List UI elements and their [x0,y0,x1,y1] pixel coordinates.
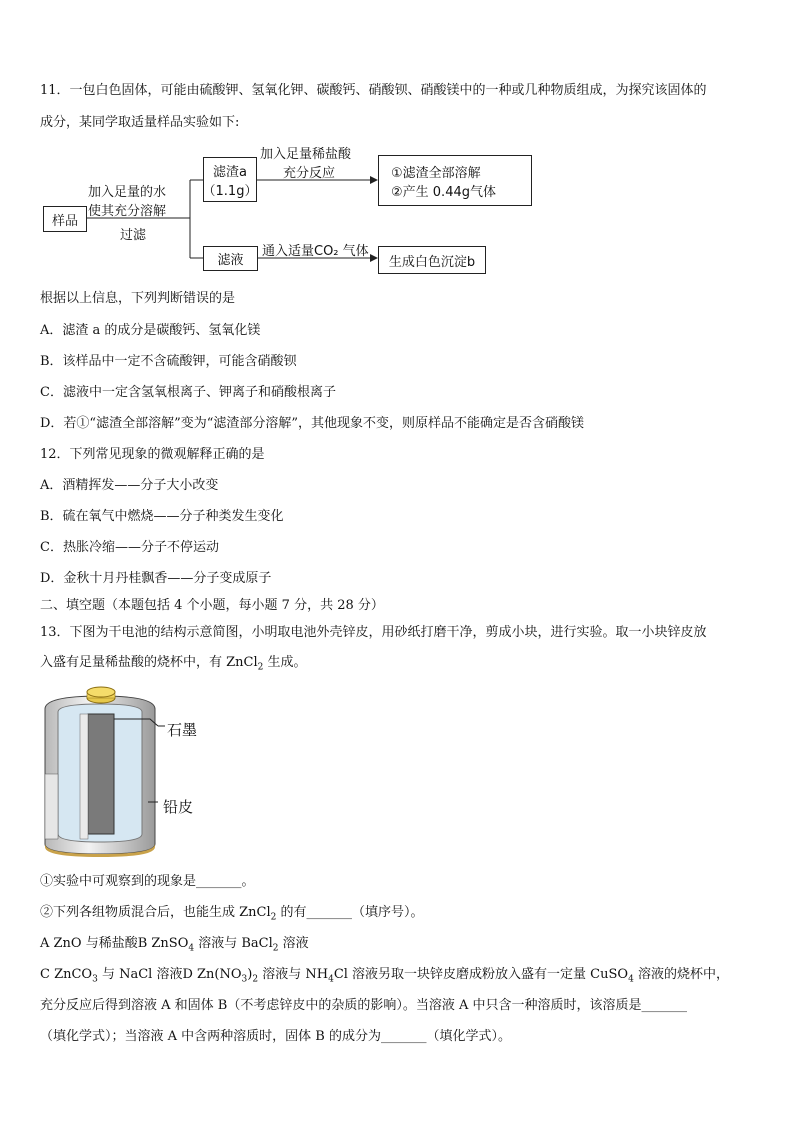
q13-sub1: ①实验中可观察到的现象是_______。 [40,874,255,889]
q12-option-b: B．硫在氧气中燃烧——分子种类发生变化 [40,509,284,524]
q13-opt-d-post: Cl 溶液另取一块锌皮磨成粉放入盛有一定量 CuSO [333,967,629,982]
q13-line1: 13．下图为干电池的结构示意简图，小明取电池外壳锌皮，用砂纸打磨干净，剪成小块，进行实验。取一小块锌皮放 [40,625,707,640]
residue-mass: （1.1g） [202,183,258,199]
q11-option-c: C．滤液中一定含氢氧根离子、钾离子和硝酸根离子 [40,385,336,400]
result-line2: ②产生 0.44g气体 [391,184,496,200]
section-2-title: 二、填空题（本题包括 4 个小题，每小题 7 分，共 28 分） [40,598,384,613]
q13-line2-sub: 2 [257,662,264,673]
q13-opt-a: A ZnO 与稀盐酸 [40,936,138,951]
q13-last-line2: （填化学式）；当溶液 A 中含两种溶质时，固体 B 的成分为_______（填化学式）。 [40,1029,511,1044]
battery-shell [45,696,155,857]
q13-opt-d-pre: D Zn(NO [182,967,242,982]
q13-opt-d-sub2: 2 [252,974,259,985]
q13-opt-d-sub4: 4 [628,974,634,985]
flow-result-box [378,155,532,206]
flow-step-text1: 加入足量的水 [88,185,167,200]
q12-option-d: D．金秋十月丹桂飘香——分子变成原子 [40,571,272,586]
q13-line2-post: 生成。 [263,655,307,670]
q13-opt-b-pre: B ZnSO [137,936,189,951]
flow-result-b-box: 生成白色沉淀b [378,246,486,274]
q13-options-ab [40,935,309,958]
q13-opt-d-sub3: 4 [328,974,334,985]
q13-opt-c-pre: C ZnCO [40,967,93,982]
q11-line2: 成分，某同学取适量样品实验如下: [40,115,240,130]
q12-option-a: A．酒精挥发——分子大小改变 [40,478,219,493]
shell-label: 铅皮 [163,798,194,816]
q11-question: 根据以上信息，下列判断错误的是 [40,291,236,306]
q13-sub2-pre: ②下列各组物质混合后，也能生成 ZnCl [40,905,271,920]
battery-diagram [40,684,270,859]
q13-line2 [40,654,307,677]
q13-opt-b-post: 溶液 [278,936,309,951]
graphite-rod [88,714,114,834]
q12-option-c: C．热胀冷缩——分子不停运动 [40,540,219,555]
result-line1: ①滤渣全部溶解 [391,165,481,181]
q11-option-d: D．若①“滤渣全部溶解”变为“滤渣部分溶解”，其他现象不变，则原样品不能确定是否含硝酸镁 [40,416,585,431]
flow-residue-box [203,157,257,202]
residue-label: 滤渣a [213,164,247,180]
q13-opt-b-mid: 溶液与 BaCl [194,936,273,951]
q13-opt-c-sub: 3 [92,974,98,985]
flow-sample-box: 样品 [43,206,87,232]
q13-opt-b-sub: 4 [188,943,195,954]
flow-acid-text2: 充分反应 [283,166,336,181]
flow-acid-text1: 加入足量稀盐酸 [260,147,352,162]
graphite-label: 石墨 [167,721,198,739]
flow-step-text3: 过滤 [120,228,147,243]
q11-option-a: A．滤渣 a 的成分是碳酸钙、氢氧化镁 [40,323,261,338]
q13-opt-c-post: 与 NaCl 溶液 [97,967,183,982]
q13-sub2-post: 的有_______（填序号）。 [276,905,424,920]
q13-line2-pre: 入盛有足量稀盐酸的烧杯中，有 ZnCl [40,655,258,670]
flow-filtrate-box: 滤液 [203,246,258,271]
q11-option-b: B．该样品中一定不含硫酸钾，可能含硝酸钡 [40,354,297,369]
q13-sub2-sub: 2 [270,912,277,923]
q13-opt-d-end: 溶液的烧杯中， [633,967,729,982]
q13-options-cd [40,966,729,989]
q13-opt-d-mid: ) [247,967,253,982]
q13-opt-d-sub: 3 [241,974,248,985]
q13-sub2 [40,904,424,927]
q13-last-line1: 充分反应后得到溶液 A 和固体 B（不考虑锌皮中的杂质的影响）。当溶液 A 中只含一种溶质时，该溶质是_______ [40,998,687,1013]
q13-opt-b-sub2: 2 [272,943,279,954]
q12-stem: 12．下列常见现象的微观解释正确的是 [40,447,265,462]
flow-co2-text: 通入适量CO₂ 气体 [262,244,369,259]
q11-line1: 11．一包白色固体，可能由硫酸钾、氢氧化钾、碳酸钙、硝酸钡、硝酸镁中的一种或几种物质组成，为探究该固体的 [40,83,707,98]
battery-cap [87,687,115,703]
q13-opt-d-mid2: 溶液与 NH [258,967,329,982]
flow-step-text2: 使其充分溶解 [88,204,167,219]
